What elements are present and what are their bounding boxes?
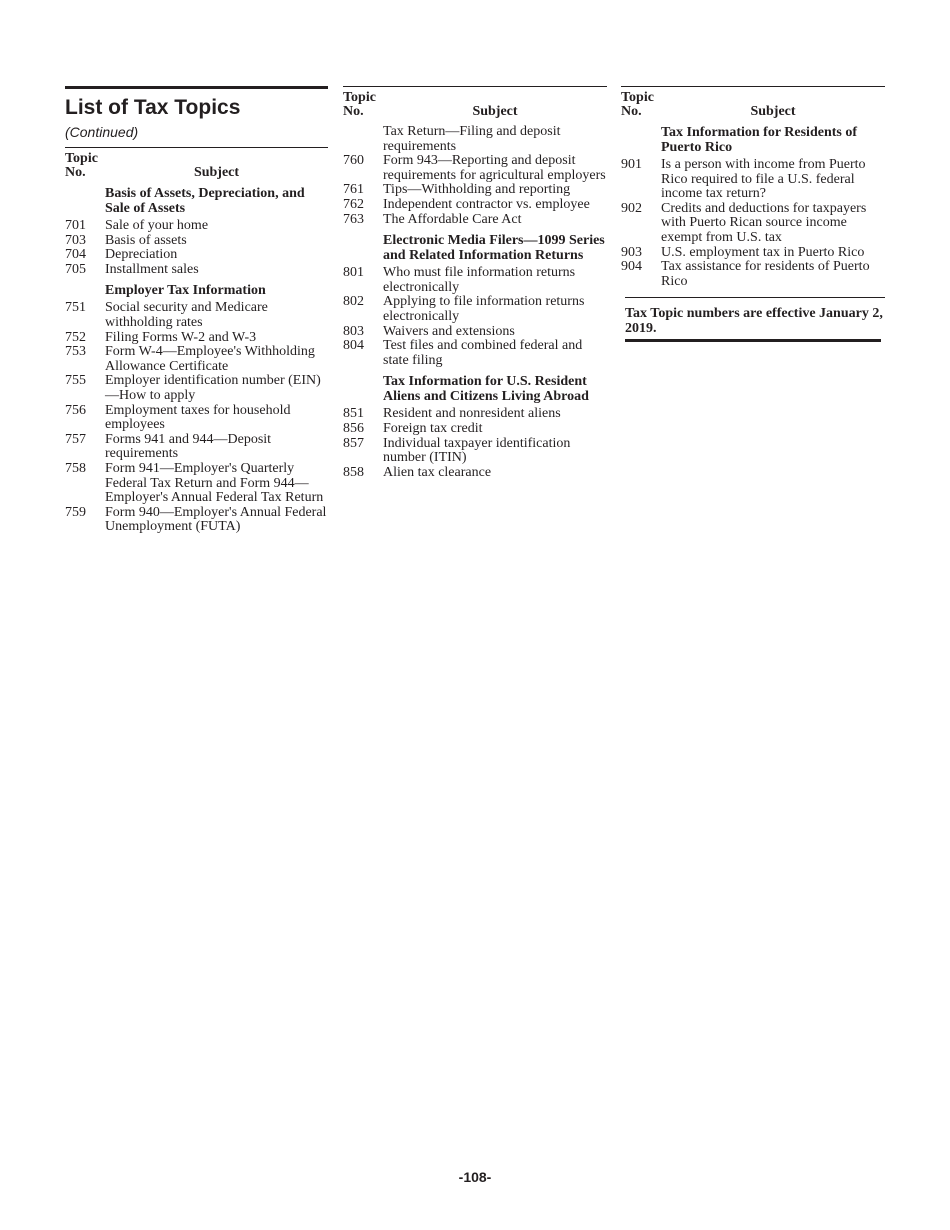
topic-entry <box>65 301 328 330</box>
topic-entry <box>65 374 328 403</box>
topic-subject: Filing Forms W-2 and W-3 <box>105 329 257 345</box>
topic-number: 761 <box>343 182 364 198</box>
topic-no-header: Topic No. <box>343 90 376 119</box>
topic-number: 760 <box>343 153 364 169</box>
topic-number: 856 <box>343 420 364 436</box>
section-heading: Employer Tax Information <box>105 283 266 299</box>
topic-number: 802 <box>343 294 364 310</box>
topic-number: 756 <box>65 402 86 418</box>
topic-entry <box>65 433 328 462</box>
topic-no-header: Topic No. <box>65 151 98 180</box>
topic-entry <box>65 248 328 263</box>
continued-label: (Continued) <box>65 124 139 140</box>
topic-number: 904 <box>621 259 642 275</box>
topic-entry <box>621 246 885 261</box>
topic-number: 701 <box>65 218 86 233</box>
topic-number: 903 <box>621 244 642 260</box>
topic-entry <box>343 266 607 295</box>
subject-header: Subject <box>193 165 240 180</box>
topic-number: 801 <box>343 265 364 281</box>
topic-number: 803 <box>343 323 364 339</box>
topic-entry <box>65 219 328 234</box>
topic-subject: Forms 941 and 944—Deposit requirements <box>105 431 272 462</box>
topic-subject: The Affordable Care Act <box>383 211 522 227</box>
topic-subject: Foreign tax credit <box>383 420 483 436</box>
topic-number: 758 <box>65 460 86 476</box>
topic-no-header: Topic No. <box>621 90 654 119</box>
topic-entry <box>65 234 328 249</box>
topic-subject: Installment sales <box>105 261 199 277</box>
topic-subject: Who must file information returns electronically <box>383 265 576 295</box>
topic-number: 759 <box>65 504 86 520</box>
topic-entry <box>343 339 607 368</box>
topic-subject: Waivers and extensions <box>383 323 515 339</box>
page-number: -108- <box>458 1169 492 1185</box>
column-header <box>621 87 885 119</box>
topic-number: 705 <box>65 261 86 277</box>
topic-subject: Individual taxpayer identification number (ITIN) <box>383 435 571 466</box>
topic-entry <box>343 125 607 154</box>
column-3 <box>621 86 885 342</box>
topic-number: 901 <box>621 157 642 172</box>
column-2 <box>343 86 607 480</box>
topic-entry <box>343 213 607 228</box>
topic-subject: Employer identification number (EIN)—How to apply <box>105 373 321 403</box>
section-heading: Tax Information for U.S. Resident Aliens and Citizens Living Abroad <box>383 374 589 405</box>
topic-subject: Applying to file information returns electronically <box>383 294 585 324</box>
topic-number: 763 <box>343 211 364 227</box>
topic-number: 762 <box>343 196 364 212</box>
topic-entry <box>343 422 607 437</box>
topic-subject: Resident and nonresident aliens <box>383 406 561 422</box>
topic-subject: Form 940—Employer's Annual Federal Unemployment (FUTA) <box>105 504 327 535</box>
section-heading: Basis of Assets, Depreciation, and Sale of Assets <box>105 186 305 216</box>
topic-entry <box>621 202 885 246</box>
topic-number: 851 <box>343 406 364 422</box>
topic-entry <box>343 466 607 481</box>
topic-number: 757 <box>65 431 86 447</box>
title-rule <box>65 86 328 89</box>
topic-subject: Alien tax clearance <box>383 464 492 480</box>
topic-list <box>65 186 328 535</box>
topic-number: 755 <box>65 373 86 389</box>
topic-entry <box>343 295 607 324</box>
topic-entry <box>621 260 885 289</box>
topic-subject: Basis of assets <box>105 232 187 248</box>
topic-subject: Credits and deductions for taxpayers with Puerto Rican source income exempt from U.S. tax <box>661 200 867 245</box>
topic-number: 704 <box>65 247 86 263</box>
topic-number: 753 <box>65 344 86 360</box>
topic-entry <box>343 325 607 340</box>
topic-subject: Employment taxes for household employees <box>105 402 291 433</box>
topic-subject: Tax Return—Filing and deposit requirements <box>383 124 561 154</box>
topic-number: 703 <box>65 232 86 248</box>
topic-subject: Form 941—Employer's Quarterly Federal Tax Return and Form 944—Employer's Annual Federal Tax Return <box>105 460 324 506</box>
topic-subject: Depreciation <box>105 247 178 263</box>
topic-list <box>343 125 607 480</box>
topic-number: 857 <box>343 435 364 451</box>
subject-header: Subject <box>750 104 796 119</box>
column-header <box>65 148 328 180</box>
topic-number <box>343 125 383 154</box>
subject-header: Subject <box>472 104 518 119</box>
topic-subject: Social security and Medicare withholding rates <box>105 300 268 330</box>
topic-number: 902 <box>621 200 642 216</box>
topic-subject: Independent contractor vs. employee <box>383 196 590 212</box>
section-heading: Tax Information for Residents of Puerto Rico <box>661 125 858 155</box>
topic-number: 752 <box>65 329 86 345</box>
column-1 <box>65 86 328 535</box>
topic-subject: Tips—Withholding and reporting <box>383 182 571 198</box>
topic-subject: Tax assistance for residents of Puerto Rico <box>661 259 870 289</box>
topic-entry <box>65 506 328 535</box>
topic-entry <box>65 331 328 346</box>
topic-entry <box>65 345 328 374</box>
topic-entry <box>65 404 328 433</box>
topic-number: 858 <box>343 464 364 480</box>
topic-entry <box>343 198 607 213</box>
section-heading: Electronic Media Filers—1099 Series and Related Information Returns <box>383 233 605 264</box>
topic-entry <box>343 437 607 466</box>
topic-number: 804 <box>343 338 364 354</box>
bottom-rule <box>625 339 881 342</box>
divider <box>625 297 885 298</box>
page-title: List of Tax Topics <box>65 96 241 119</box>
column-header <box>343 87 607 119</box>
topic-subject: Form W-4—Employee's Withholding Allowance Certificate <box>105 344 315 374</box>
topic-entry <box>343 154 607 183</box>
topic-entry <box>343 407 607 422</box>
topic-entry <box>621 158 885 202</box>
topic-subject: Form 943—Reporting and deposit requirements for agricultural employers <box>383 153 606 183</box>
topic-subject: Sale of your home <box>105 218 209 233</box>
effective-note: Tax Topic numbers are effective January 2, 2019. <box>625 306 883 337</box>
topic-subject: U.S. employment tax in Puerto Rico <box>661 244 865 260</box>
topic-entry <box>343 183 607 198</box>
topic-entry <box>65 263 328 278</box>
topic-subject: Is a person with income from Puerto Rico required to file a U.S. federal income tax return? <box>661 157 866 202</box>
topic-number: 751 <box>65 300 86 316</box>
topic-subject: Test files and combined federal and state filing <box>383 338 583 368</box>
topic-list <box>621 125 885 289</box>
topic-entry <box>65 462 328 506</box>
